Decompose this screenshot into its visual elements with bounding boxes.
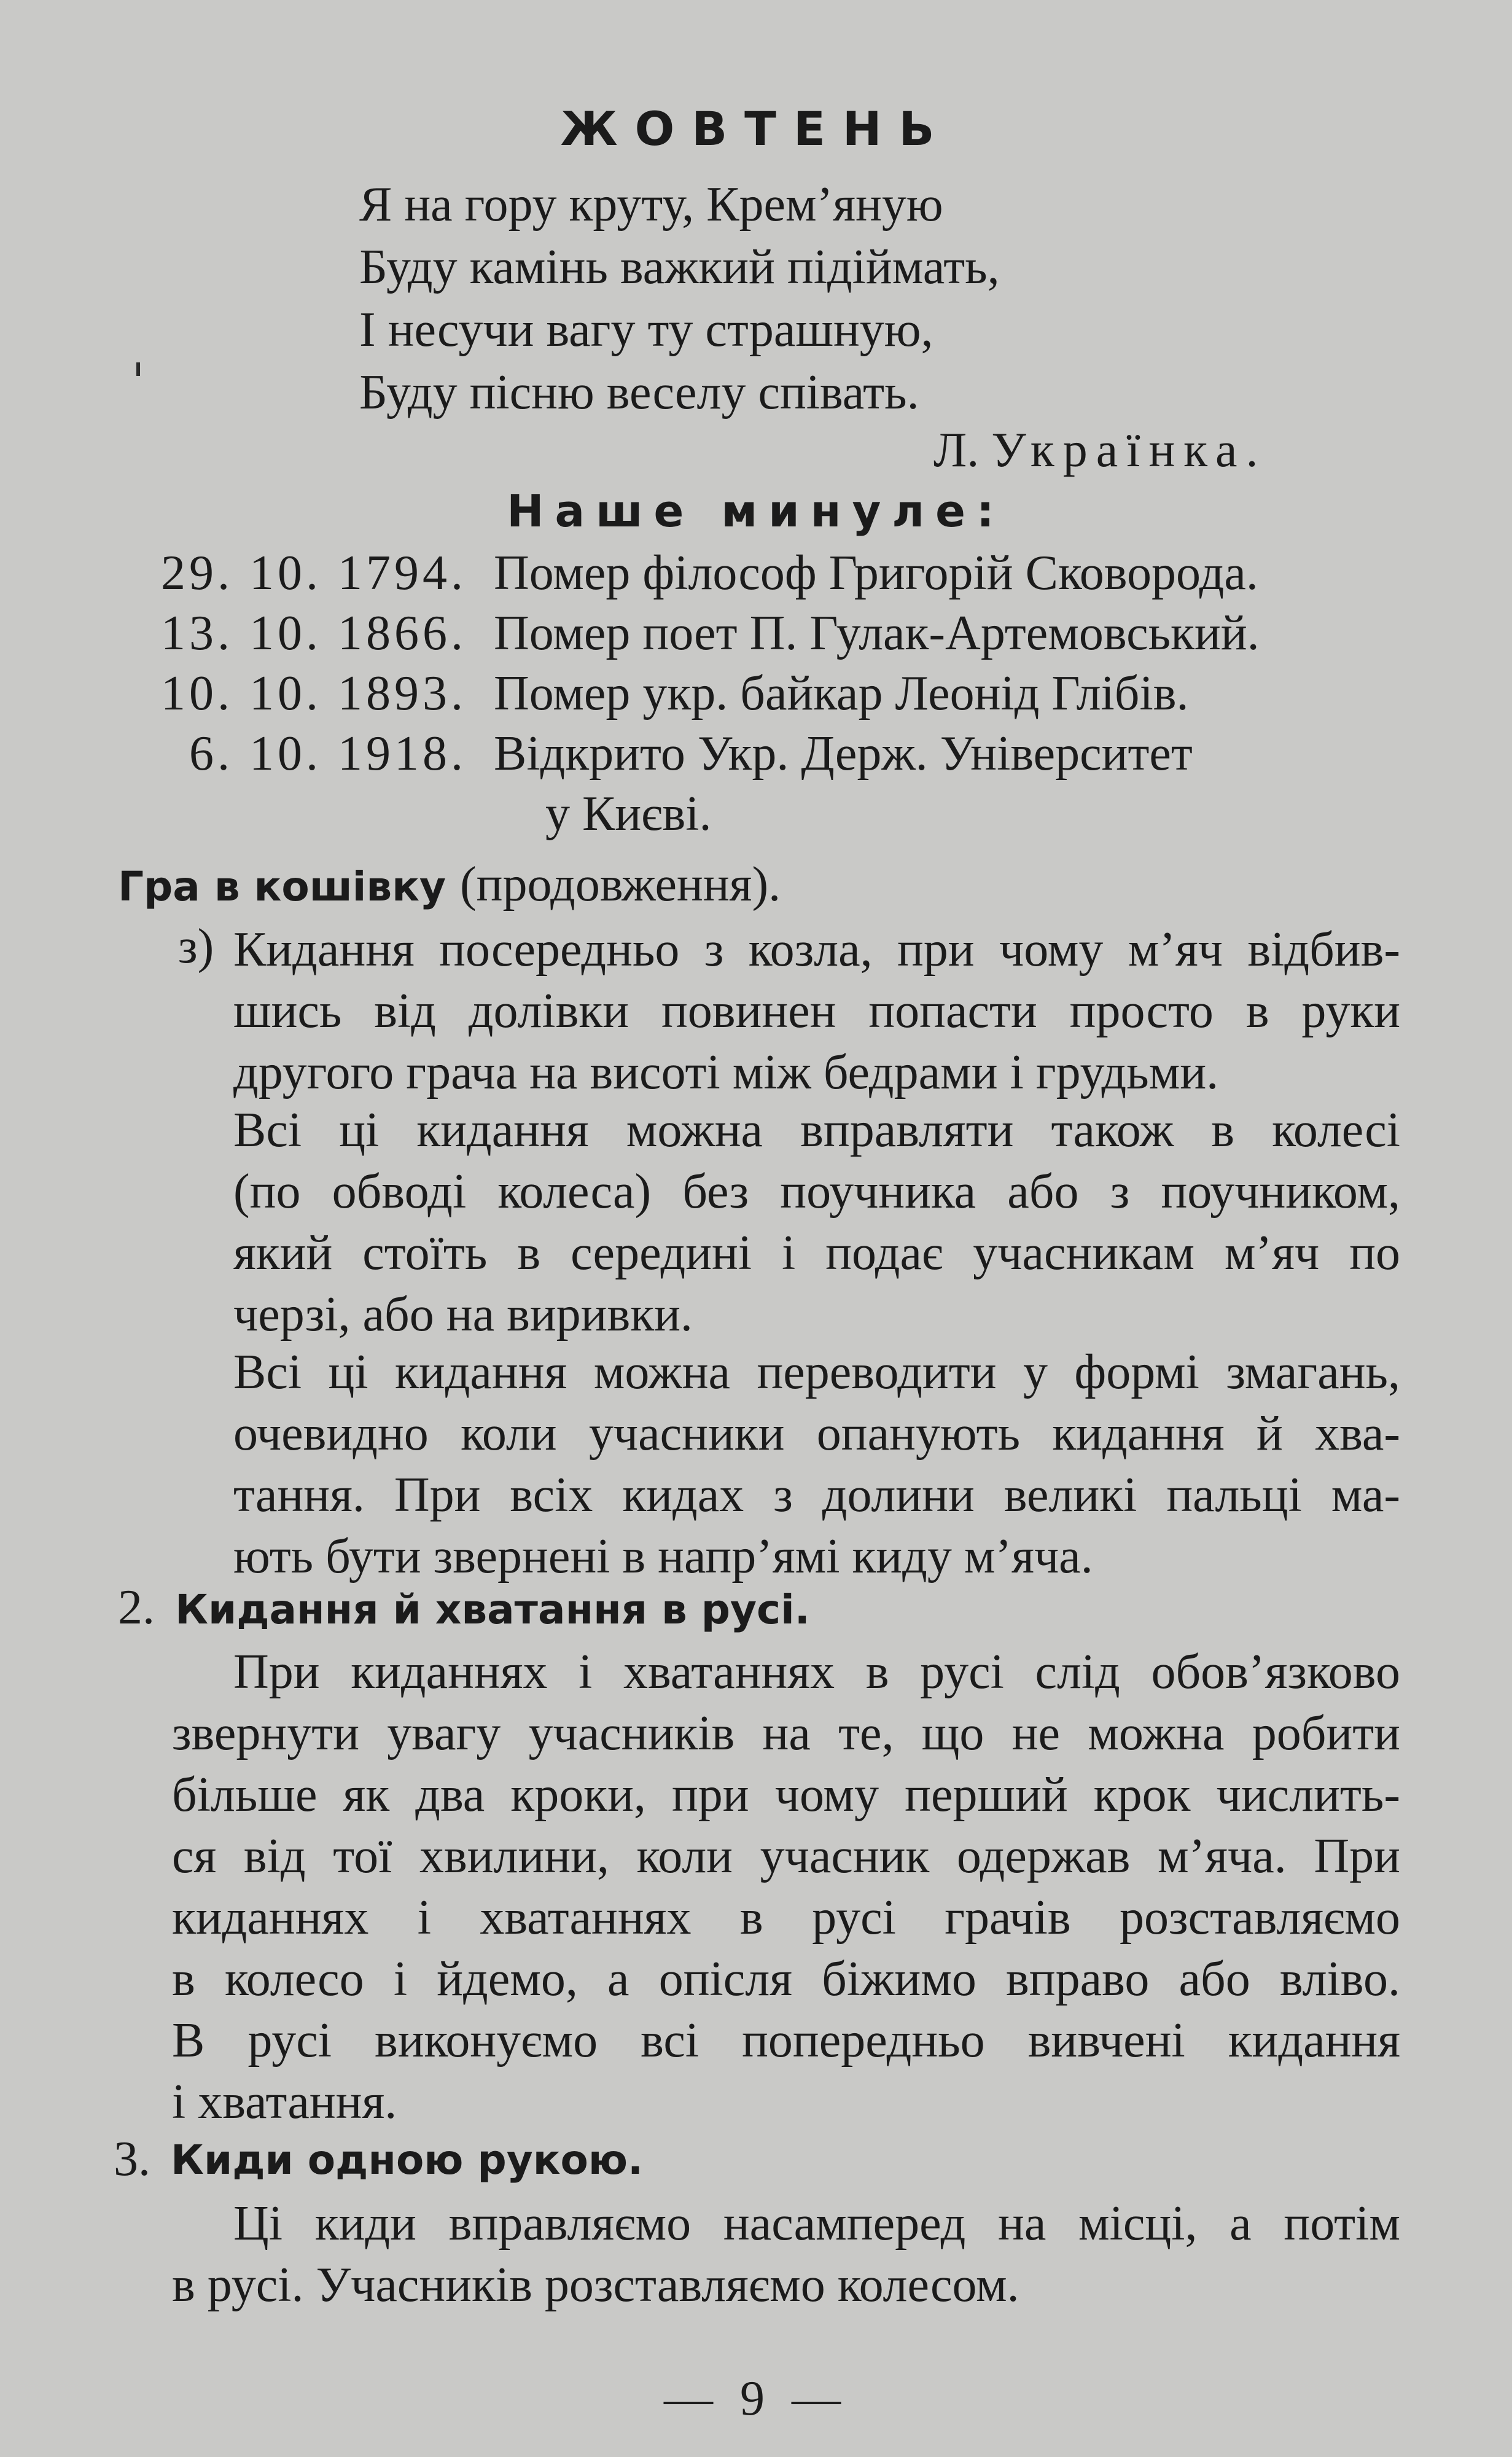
history-entry <box>111 666 1188 722</box>
paragraph-wheel <box>233 1100 1400 1345</box>
entry-text: Помер укр. байкар Леонід Глібів. <box>494 666 1189 721</box>
text-line: В русі виконуємо всі попередньо вивчені кидання <box>172 2014 1400 2068</box>
entry-text: Відкрито Укр. Держ. Університет <box>494 727 1193 781</box>
author-initial: Л. <box>933 423 980 477</box>
item-z-text <box>233 919 1400 1103</box>
history-entry <box>111 726 1193 782</box>
page-title: ЖОВТЕНЬ <box>560 101 952 156</box>
section-2-text <box>172 1641 1400 2133</box>
history-entry <box>111 545 1258 601</box>
text-line: в русі. Учасників розставляємо колесом. <box>172 2258 1019 2312</box>
section-heading-game <box>118 857 781 913</box>
section-title-past: Наше минуле: <box>507 485 1005 537</box>
text-line: Всі ці кидання можна переводити у формі змагань, <box>233 1345 1400 1399</box>
text-line: При киданнях і хватаннях в русі слід обов’язково <box>233 1645 1400 1699</box>
poem-line: Буду пісню веселу співать. <box>359 365 919 420</box>
text-line: ють бути звернені в напр’ямі киду м’яча. <box>233 1529 1093 1584</box>
text-line: в колесо і йдемо, а опісля біжимо вправо або вліво. <box>172 1952 1400 2006</box>
text-line: ся від тої хвилини, коли учасник одержав м’яча. При <box>172 1829 1400 1883</box>
text-line: киданнях і хватаннях в русі грачів розставляємо <box>172 1891 1400 1945</box>
heading-text: Гра в кошівку <box>118 863 446 910</box>
text-line: (по обводі колеса) без поучника або з поучником, <box>233 1165 1400 1219</box>
author-name: Українка. <box>991 423 1267 477</box>
text-line: більше як два кроки, при чому перший крок числить- <box>172 1768 1400 1822</box>
entry-text: Помер поет П. Гулак-Артемовський. <box>494 606 1260 660</box>
text-line: другого грача на висоті між бедрами і грудьми. <box>233 1045 1219 1100</box>
poem-line: Буду камінь важкий підіймать, <box>359 240 1000 294</box>
section-number: 2. <box>118 1580 155 1635</box>
print-speck <box>136 362 140 376</box>
text-line: який стоїть в середині і подає учасникам м’яч по <box>233 1226 1400 1280</box>
entry-date: 13. 10. 1866. <box>161 606 467 660</box>
section-number: 3. <box>114 2132 150 2186</box>
section-heading-2: Кидання й хватання в русі. <box>175 1586 810 1633</box>
item-marker: з) <box>178 920 214 974</box>
text-line: Всі ці кидання можна вправляти також в колесі <box>233 1103 1400 1157</box>
text-line: шись від долівки повинен попасти просто в руки <box>233 984 1400 1038</box>
text-line: Кидання посередньо з козла, при чому м’яч відбив- <box>233 923 1400 977</box>
poem-line: Я на гору круту, Крем’яную <box>359 178 943 232</box>
page-number: — 9 — <box>664 2372 848 2426</box>
poem-line: І несучи вагу ту страшную, <box>359 303 933 357</box>
text-line: звернути увагу учасників на те, що не можна робити <box>172 1706 1400 1760</box>
section-3-text <box>172 2193 1400 2316</box>
poem-author <box>933 423 1266 479</box>
entry-date: 29. 10. 1794. <box>161 546 467 600</box>
text-line: Ці киди вправляємо насамперед на місці, а потім <box>233 2197 1400 2251</box>
heading-note: (продовження). <box>459 857 781 912</box>
entry-text: Помер філософ Григорій Сковорода. <box>494 546 1258 600</box>
history-entry-continuation: у Києві. <box>545 787 712 841</box>
text-line: і хватання. <box>172 2075 397 2129</box>
text-line: тання. При всіх кидах з долини великі пальці ма- <box>233 1468 1400 1522</box>
epigraph-poem <box>359 173 1000 424</box>
paragraph-compete <box>233 1342 1400 1587</box>
section-heading-3: Киди одною рукою. <box>171 2136 644 2184</box>
history-entry <box>111 606 1260 662</box>
entry-date: 6. 10. 1918. <box>189 727 467 781</box>
text-line: очевидно коли учасники опанують кидання й хва- <box>233 1407 1400 1461</box>
text-line: черзі, або на виривки. <box>233 1287 693 1342</box>
entry-date: 10. 10. 1893. <box>161 666 467 721</box>
